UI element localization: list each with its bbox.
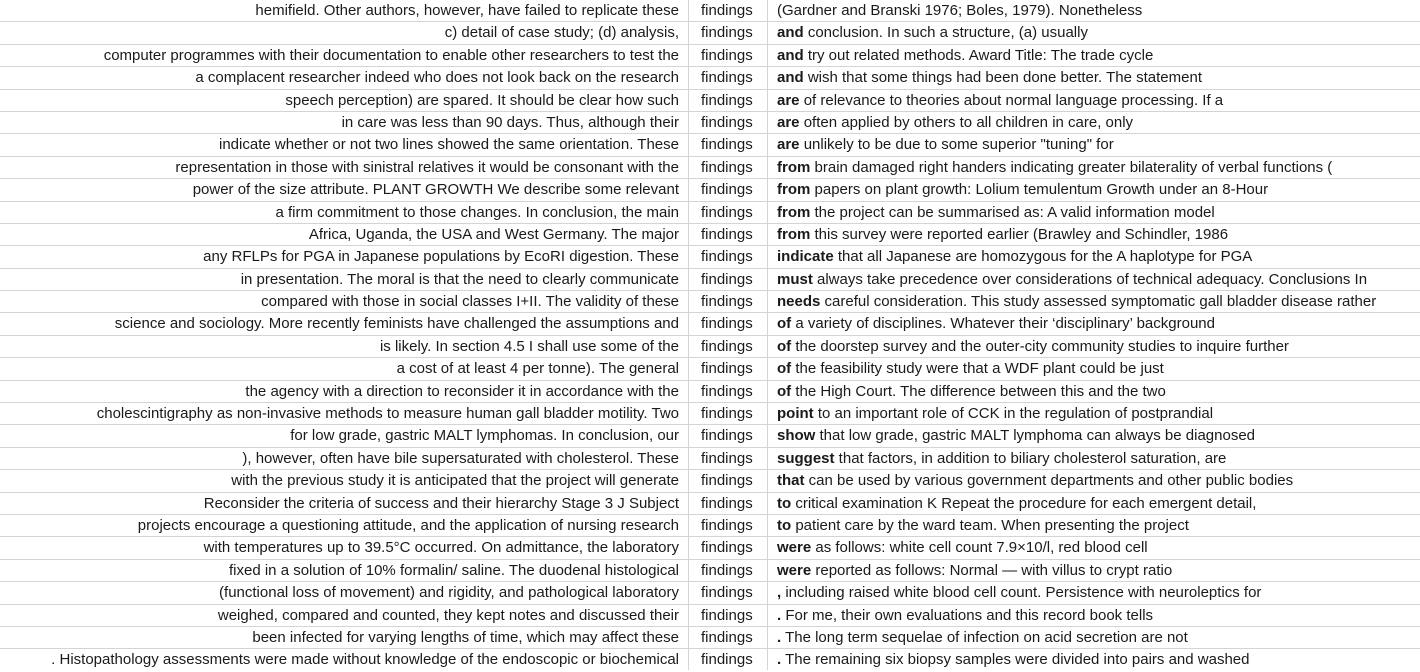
concordance-row (0, 358, 1420, 380)
collocate-word: from (777, 158, 811, 176)
node-word: findings (701, 449, 753, 467)
right-context-text: wish that some things had been done better. The statement (803, 69, 1202, 87)
concordance-row (0, 381, 1420, 403)
concordance-row (0, 582, 1420, 604)
left-context: with the previous study it is anticipated that the project will generate (231, 472, 679, 490)
collocate-word: and (777, 24, 804, 42)
collocate-word: suggest (777, 449, 835, 467)
right-context (777, 493, 1417, 515)
node-word: findings (701, 113, 753, 131)
left-context: a firm commitment to those changes. In conclusion, the main (275, 203, 679, 221)
left-context: cholescintigraphy as non-invasive methods to measure human gall bladder motility. Two (96, 405, 679, 423)
node-word: findings (701, 628, 753, 646)
right-context-text: the doorstep survey and the outer-city community studies to inquire further (791, 337, 1289, 355)
left-context: is likely. In section 4.5 I shall use some of the (379, 337, 679, 355)
right-context-text: For me, their own evaluations and this record book tells (781, 606, 1154, 624)
right-context-text: that all Japanese are homozygous for the A haplotype for PGA (833, 248, 1253, 266)
concordance-row (0, 224, 1420, 246)
collocate-word: were (777, 561, 812, 579)
right-context (777, 202, 1417, 224)
node-word: findings (701, 360, 753, 378)
node-word: findings (701, 181, 753, 199)
right-context-text: unlikely to be due to some superior "tuning" for (799, 136, 1114, 154)
left-context: science and sociology. More recently feminists have challenged the assumptions and (114, 315, 679, 333)
left-context: power of the size attribute. PLANT GROWTH We describe some relevant (192, 181, 679, 199)
concordance-row (0, 313, 1420, 335)
right-context (777, 179, 1417, 201)
right-context (777, 649, 1417, 671)
left-context: Reconsider the criteria of success and their hierarchy Stage 3 J Subject (203, 494, 679, 512)
right-context-text: often applied by others to all children in care, only (799, 113, 1134, 131)
node-word: findings (701, 203, 753, 221)
left-context: with temperatures up to 39.5°C occurred. On admittance, the laboratory (203, 539, 679, 557)
right-context-text: critical examination K Repeat the procedure for each emergent detail, (791, 494, 1257, 512)
concordance-row (0, 157, 1420, 179)
right-context-text: that low grade, gastric MALT lymphoma can always be diagnosed (815, 427, 1256, 445)
collocate-word: of (777, 337, 792, 355)
collocate-word: . (777, 606, 782, 624)
right-context-text: a variety of disciplines. Whatever their ‘disciplinary’ background (791, 315, 1215, 333)
right-context (777, 22, 1417, 44)
node-word: findings (701, 516, 753, 534)
concordance-row (0, 22, 1420, 44)
left-context: projects encourage a questioning attitude, and the application of nursing research (137, 516, 679, 534)
concordance-row (0, 90, 1420, 112)
concordance-row (0, 0, 1420, 22)
node-word: findings (701, 472, 753, 490)
right-context (777, 381, 1417, 403)
collocate-word: point (777, 405, 814, 423)
right-context-text: always take precedence over considerations of technical adequacy. Conclusions In (812, 270, 1368, 288)
right-context-text: as follows: white cell count 7.9×10/l, red blood cell (811, 539, 1148, 557)
right-context-text: can be used by various government departments and other public bodies (804, 472, 1294, 490)
right-context-text: the project can be summarised as: A valid information model (810, 203, 1215, 221)
node-word: findings (701, 337, 753, 355)
concordance-row (0, 649, 1420, 671)
collocate-word: of (777, 382, 792, 400)
right-context (777, 224, 1417, 246)
node-word: findings (701, 382, 753, 400)
right-context-text: that factors, in addition to biliary cholesterol saturation, are (834, 449, 1227, 467)
right-context (777, 403, 1417, 425)
right-context (777, 313, 1417, 335)
node-word: findings (701, 405, 753, 423)
right-context (777, 291, 1417, 313)
concordance-row (0, 202, 1420, 224)
concordance-row (0, 67, 1420, 89)
concordance-row (0, 470, 1420, 492)
right-context (777, 582, 1417, 604)
right-context-text: to an important role of CCK in the regulation of postprandial (813, 405, 1214, 423)
left-context: a complacent researcher indeed who does not look back on the research (195, 69, 679, 87)
collocate-word: of (777, 360, 792, 378)
right-context-text: the feasibility study were that a WDF plant could be just (791, 360, 1164, 378)
concordance-row (0, 448, 1420, 470)
concordance-row (0, 45, 1420, 67)
right-context (777, 470, 1417, 492)
right-context-text: papers on plant growth: Lolium temulentum Growth under an 8-Hour (810, 181, 1269, 199)
node-word: findings (701, 606, 753, 624)
right-context (777, 90, 1417, 112)
node-word: findings (701, 24, 753, 42)
left-context: computer programmes with their documentation to enable other researchers to test the (103, 46, 679, 64)
collocate-word: from (777, 203, 811, 221)
left-context: in presentation. The moral is that the need to clearly communicate (240, 270, 679, 288)
concordance-row (0, 425, 1420, 447)
node-word: findings (701, 270, 753, 288)
collocate-word: to (777, 494, 792, 512)
concordance-row (0, 560, 1420, 582)
node-word: findings (701, 69, 753, 87)
right-context (777, 112, 1417, 134)
concordance-row (0, 179, 1420, 201)
right-context-text: the High Court. The difference between this and the two (791, 382, 1166, 400)
right-context-text: this survey were reported earlier (Brawley and Schindler, 1986 (810, 225, 1229, 243)
right-context (777, 157, 1417, 179)
collocate-word: from (777, 225, 811, 243)
left-context: a cost of at least 4 per tonne). The general (396, 360, 679, 378)
left-context: speech perception) are spared. It should be clear how such (285, 91, 679, 109)
right-context (777, 134, 1417, 156)
right-context (777, 358, 1417, 380)
node-word: findings (701, 225, 753, 243)
concordance-row (0, 627, 1420, 649)
right-context-text: (Gardner and Branski 1976; Boles, 1979). Nonetheless (777, 2, 1143, 19)
collocate-word: were (777, 539, 812, 557)
right-context (777, 448, 1417, 470)
collocate-word: . (777, 628, 782, 646)
collocate-word: needs (777, 293, 821, 311)
left-context: for low grade, gastric MALT lymphomas. In conclusion, our (290, 427, 679, 445)
right-context-text: brain damaged right handers indicating greater bilaterality of verbal functions ( (810, 158, 1333, 176)
right-context (777, 67, 1417, 89)
node-word: findings (701, 315, 753, 333)
right-context-text: The remaining six biopsy samples were divided into pairs and washed (781, 651, 1250, 669)
node-word: findings (701, 91, 753, 109)
right-context-text: The long term sequelae of infection on acid secretion are not (781, 628, 1188, 646)
left-context: hemifield. Other authors, however, have failed to replicate these (255, 2, 679, 19)
node-word: findings (701, 293, 753, 311)
collocate-word: and (777, 46, 804, 64)
right-context-text: of relevance to theories about normal language processing. If a (799, 91, 1224, 109)
concordance-row (0, 336, 1420, 358)
left-context: indicate whether or not two lines showed the same orientation. These (219, 136, 679, 154)
collocate-word: and (777, 69, 804, 87)
right-context-text: try out related methods. Award Title: The trade cycle (803, 46, 1154, 64)
concordance-row (0, 134, 1420, 156)
right-context (777, 45, 1417, 67)
concordance-row (0, 515, 1420, 537)
collocate-word: from (777, 181, 811, 199)
node-word: findings (701, 427, 753, 445)
concordance-row (0, 605, 1420, 627)
left-context: (functional loss of movement) and rigidity, and pathological laboratory (219, 584, 679, 602)
collocate-word: to (777, 516, 792, 534)
right-context-text: conclusion. In such a structure, (a) usually (803, 24, 1088, 42)
left-context: representation in those with sinistral relatives it would be consonant with the (175, 158, 679, 176)
right-context (777, 560, 1417, 582)
node-word: findings (701, 46, 753, 64)
right-context (777, 425, 1417, 447)
right-context (777, 246, 1417, 268)
right-context (777, 627, 1417, 649)
left-context: in care was less than 90 days. Thus, although their (341, 113, 679, 131)
collocate-word: are (777, 113, 800, 131)
right-context (777, 336, 1417, 358)
concordance-row (0, 112, 1420, 134)
node-word: findings (701, 561, 753, 579)
collocate-word: are (777, 91, 800, 109)
collocate-word: show (777, 427, 816, 445)
right-context-text: reported as follows: Normal — with villus to crypt ratio (811, 561, 1173, 579)
right-context-text: including raised white blood cell count. Persistence with neuroleptics for (781, 584, 1262, 602)
right-context (777, 0, 1417, 22)
node-word: findings (701, 158, 753, 176)
left-context: compared with those in social classes I+II. The validity of these (261, 293, 679, 311)
left-context: c) detail of case study; (d) analysis, (444, 24, 679, 42)
node-word: findings (701, 584, 753, 602)
right-context (777, 269, 1417, 291)
right-context-text: patient care by the ward team. When presenting the project (791, 516, 1189, 534)
left-context: . Histopathology assessments were made without knowledge of the endoscopic or biochemical (51, 651, 679, 669)
left-context: weighed, compared and counted, they kept notes and discussed their (217, 606, 679, 624)
left-context: Africa, Uganda, the USA and West Germany. The major (308, 225, 679, 243)
right-context (777, 537, 1417, 559)
node-word: findings (701, 248, 753, 266)
collocate-word: must (777, 270, 813, 288)
left-context: ), however, often have bile supersaturated with cholesterol. These (242, 449, 679, 467)
collocate-word: indicate (777, 248, 834, 266)
concordance-row (0, 269, 1420, 291)
node-word: findings (701, 136, 753, 154)
right-context (777, 605, 1417, 627)
node-word: findings (701, 539, 753, 557)
right-context-text: careful consideration. This study assessed symptomatic gall bladder disease rather (820, 293, 1377, 311)
left-context: fixed in a solution of 10% formalin/ saline. The duodenal histological (229, 561, 679, 579)
concordance-row (0, 291, 1420, 313)
concordance-row (0, 403, 1420, 425)
node-word: findings (701, 2, 753, 19)
collocate-word: , (777, 584, 782, 602)
right-context (777, 515, 1417, 537)
left-context: been infected for varying lengths of time, which may affect these (252, 628, 679, 646)
left-context: the agency with a direction to reconsider it in accordance with the (245, 382, 679, 400)
left-context: any RFLPs for PGA in Japanese populations by EcoRI digestion. These (203, 248, 679, 266)
collocate-word: are (777, 136, 800, 154)
collocate-word: . (777, 651, 782, 669)
collocate-word: of (777, 315, 792, 333)
concordance-row (0, 493, 1420, 515)
node-word: findings (701, 494, 753, 512)
concordance-row (0, 246, 1420, 268)
concordance-row (0, 537, 1420, 559)
node-word: findings (701, 651, 753, 669)
collocate-word: that (777, 472, 805, 490)
